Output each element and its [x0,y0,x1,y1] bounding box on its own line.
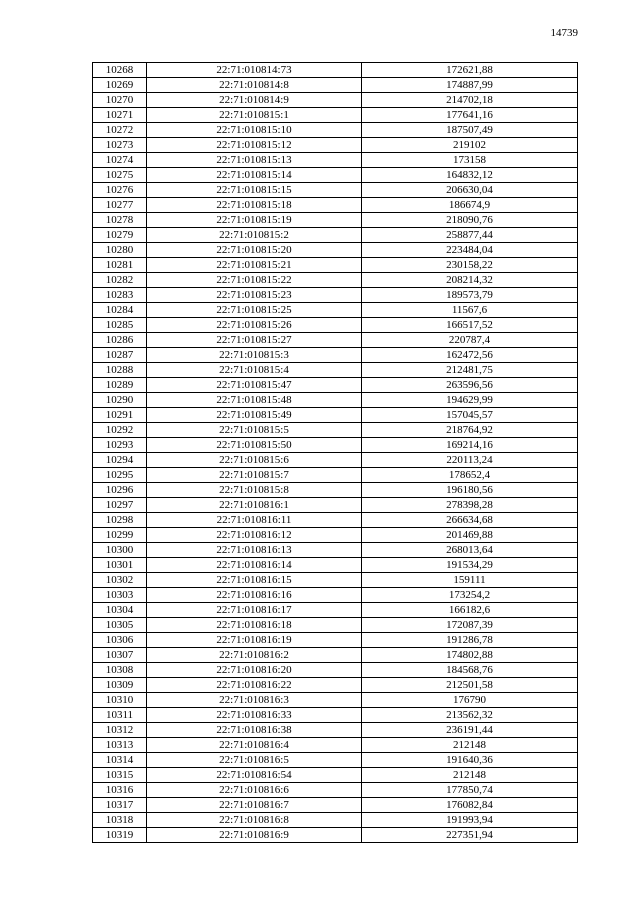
row-number-cell: 10274 [93,153,147,168]
table-row [93,78,578,93]
value-cell: 176790 [362,693,578,708]
cadastral-number-cell: 22:71:010816:14 [147,558,362,573]
row-number-cell: 10294 [93,453,147,468]
table-row [93,723,578,738]
table-row [93,678,578,693]
cadastral-number-cell: 22:71:010814:73 [147,63,362,78]
cadastral-number-cell: 22:71:010815:22 [147,273,362,288]
value-cell: 172087,39 [362,618,578,633]
table-row [93,63,578,78]
value-cell: 191993,94 [362,813,578,828]
row-number-cell: 10310 [93,693,147,708]
row-number-cell: 10285 [93,318,147,333]
table-row [93,183,578,198]
table-row [93,423,578,438]
cadastral-number-cell: 22:71:010816:11 [147,513,362,528]
row-number-cell: 10288 [93,363,147,378]
table-row [93,603,578,618]
cadastral-number-cell: 22:71:010815:3 [147,348,362,363]
cadastral-number-cell: 22:71:010816:7 [147,798,362,813]
cadastral-number-cell: 22:71:010814:9 [147,93,362,108]
table-row [93,828,578,843]
value-cell: 220787,4 [362,333,578,348]
row-number-cell: 10315 [93,768,147,783]
row-number-cell: 10316 [93,783,147,798]
row-number-cell: 10273 [93,138,147,153]
table-row [93,123,578,138]
cadastral-number-cell: 22:71:010816:33 [147,708,362,723]
value-cell: 177850,74 [362,783,578,798]
cadastral-number-cell: 22:71:010815:20 [147,243,362,258]
table-row [93,108,578,123]
value-cell: 173158 [362,153,578,168]
table-row [93,363,578,378]
value-cell: 201469,88 [362,528,578,543]
value-cell: 236191,44 [362,723,578,738]
value-cell: 258877,44 [362,228,578,243]
cadastral-number-cell: 22:71:010815:21 [147,258,362,273]
table-row [93,318,578,333]
table-row [93,348,578,363]
table-row [93,243,578,258]
row-number-cell: 10314 [93,753,147,768]
table-row [93,303,578,318]
row-number-cell: 10290 [93,393,147,408]
cadastral-number-cell: 22:71:010816:16 [147,588,362,603]
value-cell: 177641,16 [362,108,578,123]
cadastral-number-cell: 22:71:010816:20 [147,663,362,678]
table-row [93,408,578,423]
table-row [93,588,578,603]
value-cell: 218764,92 [362,423,578,438]
table-row [93,198,578,213]
row-number-cell: 10302 [93,573,147,588]
cadastral-number-cell: 22:71:010814:8 [147,78,362,93]
value-cell: 227351,94 [362,828,578,843]
table-row [93,288,578,303]
table-row [93,738,578,753]
cadastral-number-cell: 22:71:010815:19 [147,213,362,228]
cadastral-number-cell: 22:71:010815:47 [147,378,362,393]
row-number-cell: 10275 [93,168,147,183]
row-number-cell: 10289 [93,378,147,393]
value-cell: 194629,99 [362,393,578,408]
row-number-cell: 10293 [93,438,147,453]
table-row [93,138,578,153]
value-cell: 219102 [362,138,578,153]
cadastral-number-cell: 22:71:010816:15 [147,573,362,588]
row-number-cell: 10319 [93,828,147,843]
cadastral-number-cell: 22:71:010816:2 [147,648,362,663]
cadastral-number-cell: 22:71:010815:49 [147,408,362,423]
row-number-cell: 10307 [93,648,147,663]
table-row [93,333,578,348]
cadastral-number-cell: 22:71:010816:3 [147,693,362,708]
row-number-cell: 10318 [93,813,147,828]
value-cell: 162472,56 [362,348,578,363]
page-number: 14739 [550,27,578,39]
value-cell: 212481,75 [362,363,578,378]
value-cell: 278398,28 [362,498,578,513]
value-cell: 212148 [362,738,578,753]
table-row [93,708,578,723]
row-number-cell: 10291 [93,408,147,423]
value-cell: 268013,64 [362,543,578,558]
table-row [93,498,578,513]
cadastral-number-cell: 22:71:010816:5 [147,753,362,768]
cadastral-number-cell: 22:71:010815:4 [147,363,362,378]
table-row [93,648,578,663]
row-number-cell: 10272 [93,123,147,138]
row-number-cell: 10282 [93,273,147,288]
cadastral-number-cell: 22:71:010815:23 [147,288,362,303]
row-number-cell: 10280 [93,243,147,258]
row-number-cell: 10283 [93,288,147,303]
cadastral-number-cell: 22:71:010816:6 [147,783,362,798]
row-number-cell: 10306 [93,633,147,648]
row-number-cell: 10309 [93,678,147,693]
value-cell: 186674,9 [362,198,578,213]
value-cell: 173254,2 [362,588,578,603]
value-cell: 223484,04 [362,243,578,258]
row-number-cell: 10308 [93,663,147,678]
value-cell: 196180,56 [362,483,578,498]
value-cell: 164832,12 [362,168,578,183]
cadastral-number-cell: 22:71:010815:13 [147,153,362,168]
row-number-cell: 10284 [93,303,147,318]
table-row [93,753,578,768]
value-cell: 266634,68 [362,513,578,528]
cadastral-number-cell: 22:71:010816:8 [147,813,362,828]
table-row [93,273,578,288]
table-row [93,693,578,708]
row-number-cell: 10299 [93,528,147,543]
table-row [93,93,578,108]
cadastral-number-cell: 22:71:010816:4 [147,738,362,753]
row-number-cell: 10277 [93,198,147,213]
cadastral-number-cell: 22:71:010815:8 [147,483,362,498]
cadastral-number-cell: 22:71:010815:25 [147,303,362,318]
cadastral-number-cell: 22:71:010815:48 [147,393,362,408]
cadastral-number-cell: 22:71:010816:22 [147,678,362,693]
row-number-cell: 10305 [93,618,147,633]
row-number-cell: 10269 [93,78,147,93]
table-row [93,393,578,408]
value-cell: 174887,99 [362,78,578,93]
value-cell: 191286,78 [362,633,578,648]
cadastral-number-cell: 22:71:010815:5 [147,423,362,438]
table-row [93,543,578,558]
value-cell: 159111 [362,573,578,588]
value-cell: 157045,57 [362,408,578,423]
row-number-cell: 10311 [93,708,147,723]
row-number-cell: 10287 [93,348,147,363]
row-number-cell: 10304 [93,603,147,618]
row-number-cell: 10278 [93,213,147,228]
table-row [93,528,578,543]
table-row [93,153,578,168]
cadastral-number-cell: 22:71:010816:13 [147,543,362,558]
table-row [93,213,578,228]
row-number-cell: 10313 [93,738,147,753]
row-number-cell: 10271 [93,108,147,123]
table-row [93,618,578,633]
value-cell: 166517,52 [362,318,578,333]
row-number-cell: 10281 [93,258,147,273]
table-row [93,468,578,483]
value-cell: 166182,6 [362,603,578,618]
row-number-cell: 10276 [93,183,147,198]
value-cell: 213562,32 [362,708,578,723]
data-table [92,62,578,843]
row-number-cell: 10296 [93,483,147,498]
value-cell: 220113,24 [362,453,578,468]
value-cell: 184568,76 [362,663,578,678]
row-number-cell: 10301 [93,558,147,573]
value-cell: 189573,79 [362,288,578,303]
cadastral-number-cell: 22:71:010815:26 [147,318,362,333]
row-number-cell: 10268 [93,63,147,78]
row-number-cell: 10298 [93,513,147,528]
cadastral-number-cell: 22:71:010815:7 [147,468,362,483]
table-row [93,168,578,183]
value-cell: 214702,18 [362,93,578,108]
value-cell: 169214,16 [362,438,578,453]
cadastral-number-cell: 22:71:010816:38 [147,723,362,738]
value-cell: 191640,36 [362,753,578,768]
table-row [93,438,578,453]
cadastral-number-cell: 22:71:010815:2 [147,228,362,243]
value-cell: 178652,4 [362,468,578,483]
table-row [93,633,578,648]
value-cell: 191534,29 [362,558,578,573]
table-row [93,558,578,573]
table-row [93,228,578,243]
cadastral-number-cell: 22:71:010816:9 [147,828,362,843]
cadastral-number-cell: 22:71:010815:6 [147,453,362,468]
cadastral-number-cell: 22:71:010815:27 [147,333,362,348]
cadastral-number-cell: 22:71:010816:54 [147,768,362,783]
value-cell: 11567,6 [362,303,578,318]
value-cell: 172621,88 [362,63,578,78]
row-number-cell: 10286 [93,333,147,348]
cadastral-number-cell: 22:71:010815:12 [147,138,362,153]
cadastral-number-cell: 22:71:010816:17 [147,603,362,618]
table-body [93,63,578,843]
value-cell: 176082,84 [362,798,578,813]
value-cell: 187507,49 [362,123,578,138]
table-row [93,813,578,828]
table-row [93,513,578,528]
table-row [93,573,578,588]
row-number-cell: 10312 [93,723,147,738]
row-number-cell: 10295 [93,468,147,483]
table-row [93,258,578,273]
row-number-cell: 10279 [93,228,147,243]
table-row [93,663,578,678]
cadastral-number-cell: 22:71:010815:18 [147,198,362,213]
value-cell: 212148 [362,768,578,783]
cadastral-number-cell: 22:71:010816:12 [147,528,362,543]
value-cell: 206630,04 [362,183,578,198]
table-row [93,783,578,798]
value-cell: 174802,88 [362,648,578,663]
cadastral-number-cell: 22:71:010815:14 [147,168,362,183]
row-number-cell: 10303 [93,588,147,603]
row-number-cell: 10292 [93,423,147,438]
cadastral-number-cell: 22:71:010816:19 [147,633,362,648]
row-number-cell: 10270 [93,93,147,108]
table-row [93,378,578,393]
cadastral-number-cell: 22:71:010815:15 [147,183,362,198]
cadastral-number-cell: 22:71:010816:18 [147,618,362,633]
table-row [93,483,578,498]
value-cell: 230158,22 [362,258,578,273]
table-row [93,453,578,468]
value-cell: 263596,56 [362,378,578,393]
row-number-cell: 10317 [93,798,147,813]
value-cell: 218090,76 [362,213,578,228]
value-cell: 212501,58 [362,678,578,693]
table-row [93,768,578,783]
cadastral-number-cell: 22:71:010815:10 [147,123,362,138]
table-row [93,798,578,813]
cadastral-number-cell: 22:71:010816:1 [147,498,362,513]
value-cell: 208214,32 [362,273,578,288]
row-number-cell: 10297 [93,498,147,513]
cadastral-number-cell: 22:71:010815:1 [147,108,362,123]
cadastral-number-cell: 22:71:010815:50 [147,438,362,453]
row-number-cell: 10300 [93,543,147,558]
